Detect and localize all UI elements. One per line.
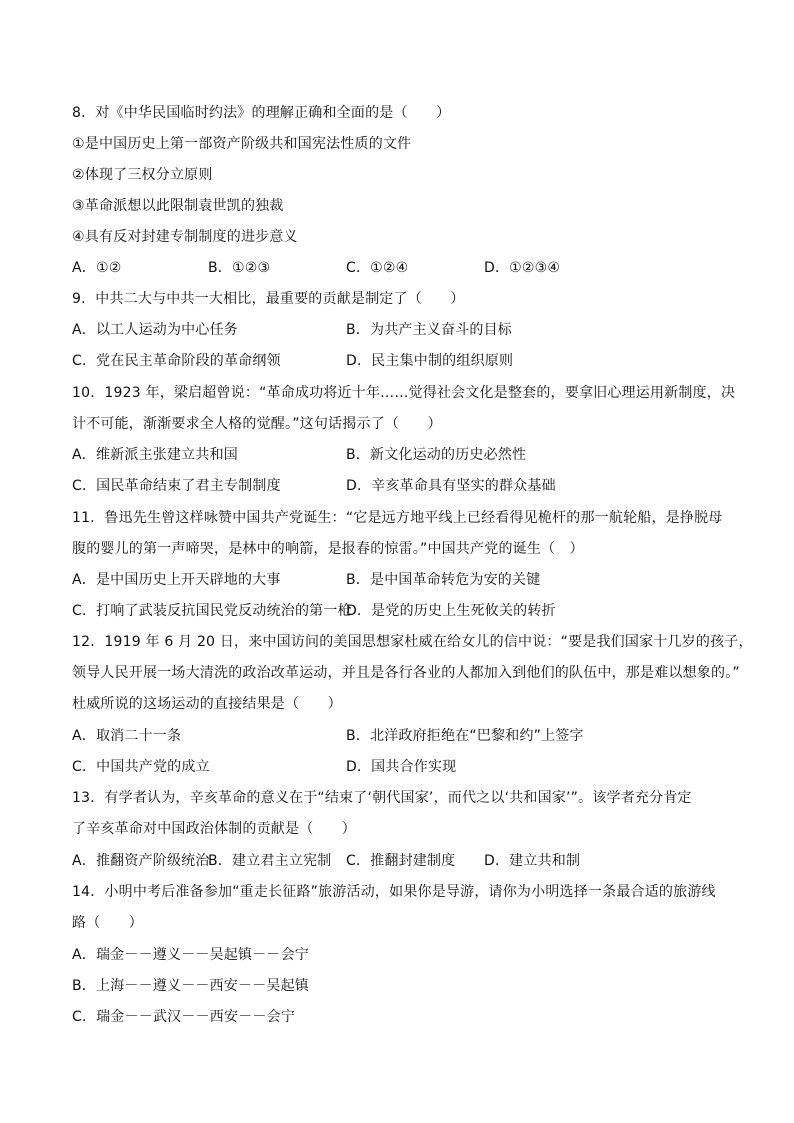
question-10-option-d: D．辛亥革命具有坚实的群众基础	[346, 478, 556, 494]
question-14-option-a: A．瑞金－－遵义－－吴起镇－－会宁	[72, 947, 309, 963]
question-14-option-b: B．上海－－遵义－－西安－－吴起镇	[72, 978, 310, 994]
question-10-option-b: B．新文化运动的历史必然性	[346, 447, 527, 463]
question-13-option-a: A．推翻资产阶级统治	[72, 853, 210, 869]
question-11-option-c: C．打响了武装反抗国民党反动统治的第一枪	[72, 603, 352, 619]
question-8-option-a: A．①②	[72, 260, 122, 276]
question-8-stem: 8．对《中华民国临时约法》的理解正确和全面的是（ ）	[72, 105, 451, 121]
question-12-stem-line-3: 杜威所说的这场运动的直接结果是（ ）	[72, 696, 342, 712]
question-10-option-a: A．维新派主张建立共和国	[72, 447, 238, 463]
question-11-stem-line-1: 11．鲁迅先生曾这样咏赞中国共产党诞生：“它是远方地平线上已经看得见桅杆的那一航轮船，是挣脱母	[72, 510, 723, 526]
question-8-option-c: C．①②④	[346, 260, 409, 276]
question-12-stem-line-2: 领导人民开展一场大清洗的政治改革运动，并且是各行各业的人都加入到他们的队伍中，那是难以想象的。”	[72, 665, 740, 681]
question-13-option-c: C．推翻封建制度	[346, 853, 456, 869]
question-14-stem-line-2: 路（ ）	[72, 915, 143, 931]
question-9-option-c: C．党在民主革命阶段的革命纲领	[72, 353, 281, 369]
question-14-stem-line-1: 14．小明中考后准备参加“重走长征路”旅游活动，如果你是导游，请你为小明选择一条最合适的旅游线	[72, 884, 716, 900]
question-13-stem-line-1: 13．有学者认为，辛亥革命的意义在于“结束了‘朝代国家’，而代之以‘共和国家’”。该学者充分肯定	[72, 790, 692, 806]
question-12-stem-line-1: 12．1919 年 6 月 20 日，来中国访问的美国思想家杜威在给女儿的信中说：“要是我们国家十几岁的孩子，	[72, 634, 753, 650]
question-9-option-b: B．为共产主义奋斗的目标	[346, 322, 513, 338]
question-13-stem-line-2: 了辛亥革命对中国政治体制的贡献是（ ）	[72, 821, 356, 837]
question-9-stem: 9．中共二大与中共一大相比，最重要的贡献是制定了（ ）	[72, 291, 465, 307]
question-12-option-c: C．中国共产党的成立	[72, 759, 210, 775]
question-12-option-d: D．国共合作实现	[346, 759, 457, 775]
question-8-option-d: D．①②③④	[484, 260, 561, 276]
question-13-option-b: B．建立君主立宪制	[208, 853, 332, 869]
question-8-statement-3: ③革命派想以此限制袁世凯的独裁	[72, 198, 284, 214]
question-11-stem-line-2: 腹的婴儿的第一声啼哭，是林中的响箭，是报春的惊雷。”中国共产党的诞生（ ）	[72, 541, 584, 557]
question-8-option-b: B．①②③	[208, 260, 271, 276]
question-9-option-d: D．民主集中制的组织原则	[346, 353, 514, 369]
question-13-option-d: D．建立共和制	[484, 853, 581, 869]
question-11-option-a: A．是中国历史上开天辟地的大事	[72, 572, 281, 588]
question-8-statement-2: ②体现了三权分立原则	[72, 167, 213, 183]
question-10-option-c: C．国民革命结束了君主专制制度	[72, 478, 281, 494]
question-12-option-a: A．取消二十一条	[72, 728, 182, 744]
question-10-stem-line-1: 10．1923 年，梁启超曾说：“革命成功将近十年……觉得社会文化是整套的，要拿旧心理运用新制度，决	[72, 385, 736, 401]
question-9-option-a: A．以工人运动为中心任务	[72, 322, 238, 338]
question-11-option-b: B．是中国革命转危为安的关键	[346, 572, 541, 588]
question-8-statement-1: ①是中国历史上第一部资产阶级共和国宪法性质的文件	[72, 136, 412, 152]
question-10-stem-line-2: 计不可能，渐渐要求全人格的觉醒。”这句话揭示了（ ）	[72, 416, 442, 432]
question-11-option-d: D．是党的历史上生死攸关的转折	[346, 603, 556, 619]
question-14-option-c: C．瑞金－－武汉－－西安－－会宁	[72, 1009, 295, 1025]
question-8-statement-4: ④具有反对封建专制制度的进步意义	[72, 229, 298, 245]
question-12-option-b: B．北洋政府拒绝在“巴黎和约”上签字	[346, 728, 584, 744]
